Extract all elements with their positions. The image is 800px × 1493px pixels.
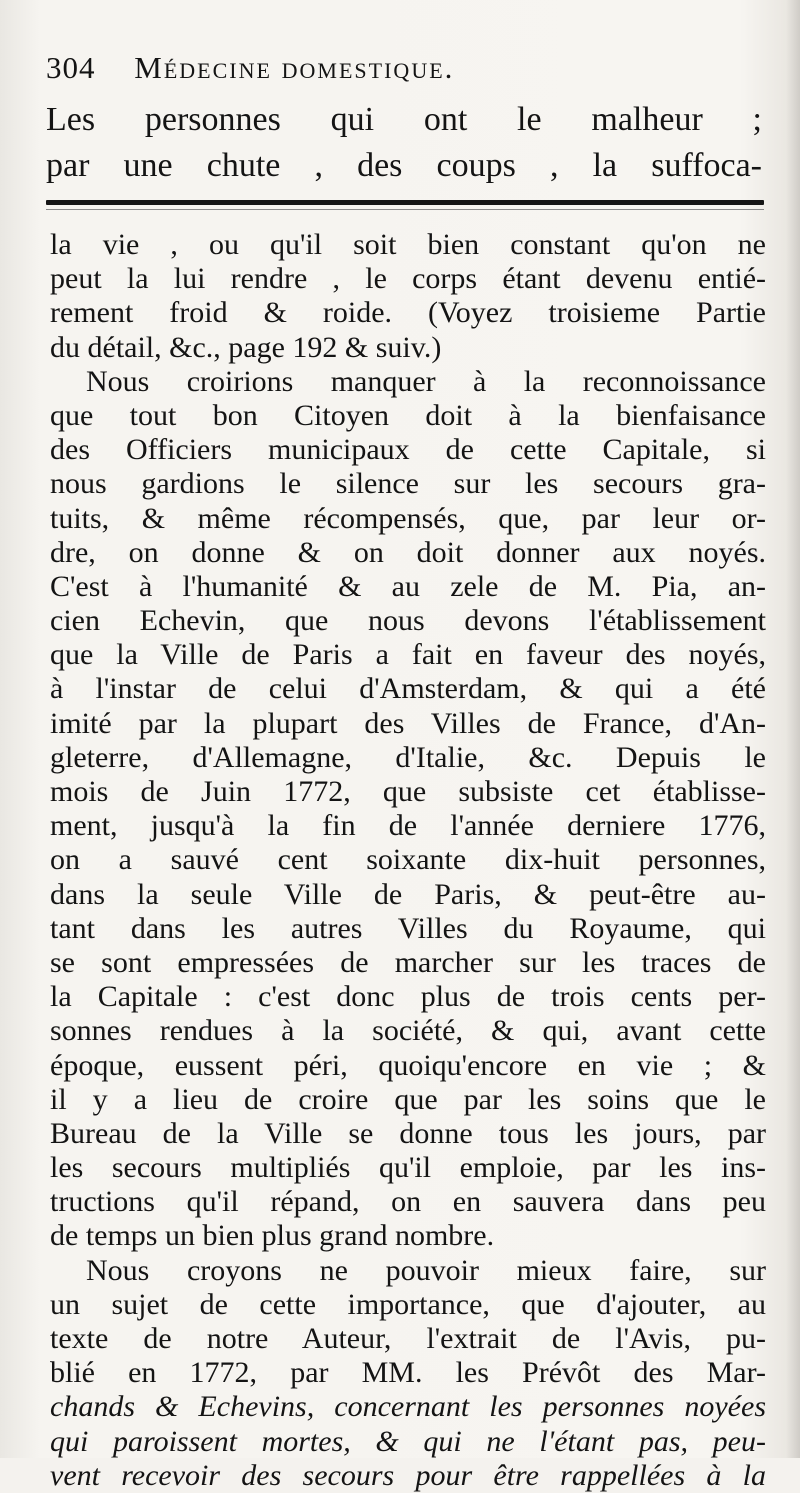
text-line: rement froid & roide. (Voyez troisieme Partie	[50, 296, 766, 330]
section-rule	[46, 200, 764, 205]
text-line: époque, eussent péri, quoiqu'encore en vie ; &	[50, 1048, 766, 1082]
italic-text-line: chands & Echevins, concernant les personnes noyées	[50, 1390, 766, 1424]
text-line: à l'instar de celui d'Amsterdam, & qui a été	[50, 672, 766, 706]
binding-shadow	[786, 0, 800, 1458]
text-line: du détail, &c., page 192 & suiv.)	[50, 330, 442, 364]
page-header	[46, 50, 766, 94]
text-line: dans la seule Ville de Paris, & peut-être au-	[50, 877, 766, 911]
text-line: blié en 1772, par MM. les Prévôt des Mar-	[50, 1356, 766, 1390]
text-line: les secours multipliés qu'il emploie, par les ins-	[50, 1151, 766, 1185]
text-line: texte de notre Auteur, l'extrait de l'Avis, pu-	[50, 1322, 766, 1355]
text-line: la vie , ou qu'il soit bien constant qu'on ne	[50, 228, 766, 261]
text-line: sonnes rendues à la société, & qui, avant cette	[50, 1014, 766, 1048]
text-line: un sujet de cette importance, que d'ajouter, au	[50, 1287, 766, 1321]
text-line: que tout bon Citoyen doit à la bienfaisance	[50, 398, 766, 432]
italic-text-line: qui paroissent mortes, & qui ne l'étant pas, peu-	[50, 1424, 766, 1458]
section-rule-thin	[46, 209, 764, 210]
text-line: tructions qu'il répand, on en sauvera dans peu	[50, 1185, 766, 1219]
running-title: Médecine domestique.	[134, 50, 455, 85]
body-text	[50, 228, 766, 1493]
carry-over-line: par une chute , des coups , la suffoca-	[46, 147, 762, 184]
text-line: dre, on donne & on doit donner aux noyés.	[50, 535, 766, 569]
paragraph-start-line: Nous croyons ne pouvoir mieux faire, sur	[86, 1253, 766, 1287]
text-line: ment, jusqu'à la fin de l'année derniere 1776,	[50, 809, 766, 843]
text-line: nous gardions le silence sur les secours gra-	[50, 467, 766, 501]
text-line: tuits, & même récompensés, que, par leur or-	[50, 501, 766, 535]
text-line: la Capitale : c'est donc plus de trois cents per-	[50, 980, 766, 1014]
text-line: il y a lieu de croire que par les soins que le	[50, 1082, 766, 1116]
text-line: se sont empressées de marcher sur les traces de	[50, 945, 766, 979]
text-line: cien Echevin, que nous devons l'établissement	[50, 604, 766, 638]
text-line: Bureau de la Ville se donne tous les jours, par	[50, 1116, 766, 1150]
carry-over-fragment	[46, 97, 762, 189]
text-line: peut la lui rendre , le corps étant devenu entié-	[50, 262, 766, 296]
text-line: on a sauvé cent soixante dix-huit personnes,	[50, 843, 766, 877]
text-line: des Officiers municipaux de cette Capitale, si	[50, 433, 766, 467]
italic-text-line: vent recevoir des secours pour être rappellées à la	[50, 1458, 766, 1492]
text-line: de temps un bien plus grand nombre.	[50, 1219, 495, 1253]
page-number: 304	[46, 50, 96, 85]
text-line: imité par la plupart des Villes de France, d'An-	[50, 706, 766, 740]
text-line: tant dans les autres Villes du Royaume, qui	[50, 911, 766, 945]
text-line: mois de Juin 1772, que subsiste cet établisse-	[50, 775, 766, 808]
text-line: gleterre, d'Allemagne, d'Italie, &c. Depuis le	[50, 740, 766, 774]
paragraph-start-line: Nous croirions manquer à la reconnoissance	[86, 364, 766, 398]
text-line: que la Ville de Paris a fait en faveur des noyés,	[50, 638, 766, 672]
carry-over-line: Les personnes qui ont le malheur ;	[46, 101, 762, 138]
text-line: C'est à l'humanité & au zele de M. Pia, an-	[50, 569, 766, 603]
